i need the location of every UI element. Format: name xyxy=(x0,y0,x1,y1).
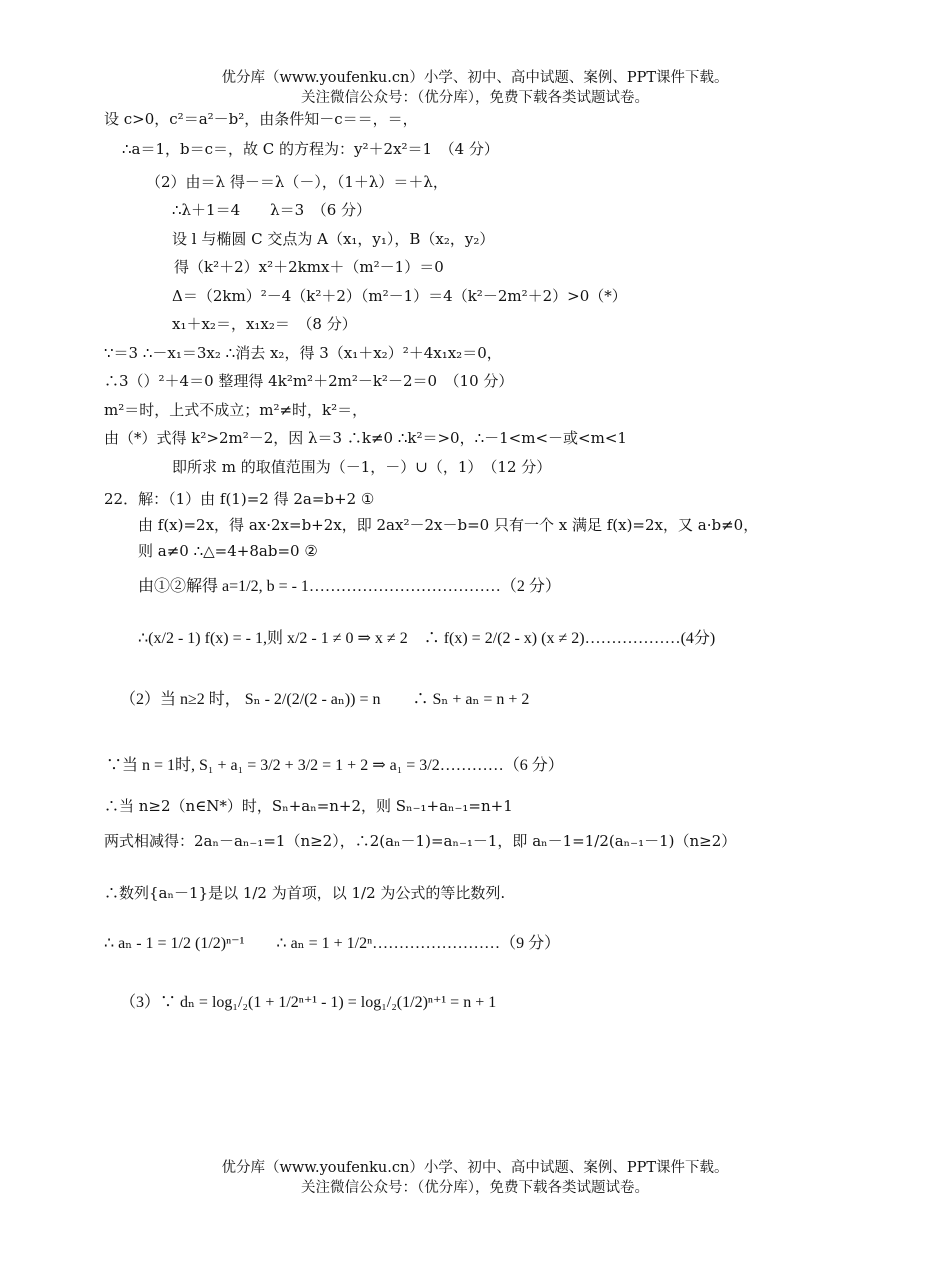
solution-line-6: 得（k²＋2）x²＋2kmx＋（m²－1）＝0 xyxy=(174,258,444,276)
solution-line-7: Δ＝（2km）²－4（k²＋2）（m²－1）＝4（k²－2m²＋2）>0（*） xyxy=(172,287,627,305)
problem-22-part2-line-2: ∵当 n = 1时, S₁ + a₁ = 3/2 + 3/2 = 1 + 2 ⇒ a₁ = 3/2…………（6 分） xyxy=(106,757,564,774)
problem-22-part3-line-1: （3）∵ dₙ = log₁/₂(1 + 1/2ⁿ⁺¹ - 1) = log₁/₂(1/2)ⁿ⁺¹ = n + 1 xyxy=(120,994,497,1011)
problem-22-part2-line-5: ∴数列{aₙ－1}是以 1/2 为首项，以 1/2 为公式的等比数列. xyxy=(104,884,506,902)
problem-22-part2-line-1: （2）当 n≥2 时， Sₙ - 2/(2/(2 - aₙ)) = n ∴ Sₙ + aₙ = n + 2 xyxy=(120,691,530,708)
solution-line-13: 即所求 m 的取值范围为（－1，－）∪（，1） （12 分） xyxy=(172,458,552,476)
problem-22-line-5: ∴(x/2 - 1) f(x) = - 1,则 x/2 - 1 ≠ 0 ⇒ x ≠ 2 ∴ f(x) = 2/(2 - x) (x ≠ 2)………………(4分) xyxy=(138,630,716,647)
solution-line-5: 设 l 与椭圆 C 交点为 A（x₁，y₁），B（x₂，y₂） xyxy=(172,230,495,248)
solution-line-8: x₁＋x₂＝，x₁x₂＝ （8 分） xyxy=(172,315,357,333)
problem-22-part2-line-6: ∴ aₙ - 1 = 1/2 (1/2)ⁿ⁻¹ ∴ aₙ = 1 + 1/2ⁿ……………………（9 分） xyxy=(104,935,561,952)
problem-22-line-2: 由 f(x)=2x，得 ax·2x=b+2x，即 2ax²－2x－b=0 只有一个 x 满足 f(x)=2x，又 a·b≠0， xyxy=(138,516,759,534)
problem-22-part2-line-3: ∴当 n≥2（n∈N*）时，Sₙ+aₙ=n+2，则 Sₙ₋₁+aₙ₋₁=n+1 xyxy=(104,797,513,815)
problem-22-part2-line-4: 两式相减得：2aₙ－aₙ₋₁=1（n≥2），∴2(aₙ－1)=aₙ₋₁－1，即 aₙ－1=1/2(aₙ₋₁－1)（n≥2） xyxy=(104,832,737,850)
solution-line-10: ∴3（）²＋4＝0 整理得 4k²m²＋2m²－k²－2＝0 （10 分） xyxy=(104,372,514,390)
solution-line-11: m²＝时，上式不成立；m²≠时，k²＝， xyxy=(104,401,368,419)
solution-line-2: ∴a＝1，b＝c＝，故 C 的方程为：y²＋2x²＝1 （4 分） xyxy=(122,140,499,158)
header-line-1: 优分库（www.youfenku.cn）小学、初中、高中试题、案例、PPT课件下载。 xyxy=(221,70,729,86)
solution-line-12: 由（*）式得 k²>2m²－2，因 λ＝3 ∴k≠0 ∴k²＝>0，∴－1<m<－或<m<1 xyxy=(104,429,627,447)
header-line-2: 关注微信公众号：（优分库），免费下载各类试题试卷。 xyxy=(301,90,649,106)
footer-line-2: 关注微信公众号：（优分库），免费下载各类试题试卷。 xyxy=(301,1180,649,1196)
solution-line-9: ∵＝3 ∴－x₁＝3x₂ ∴消去 x₂，得 3（x₁＋x₂）²＋4x₁x₂＝0， xyxy=(104,344,502,362)
problem-22-heading: 22．解：（1）由 f(1)=2 得 2a=b+2 ① xyxy=(104,490,375,508)
solution-line-4: ∴λ＋1＝4 λ＝3 （6 分） xyxy=(172,201,371,219)
footer-line-1: 优分库（www.youfenku.cn）小学、初中、高中试题、案例、PPT课件下载。 xyxy=(221,1160,729,1176)
problem-22-line-4: 由①②解得 a=1/2, b = - 1………………………………（2 分） xyxy=(138,578,561,595)
solution-line-1: 设 c>0，c²＝a²－b²，由条件知－c＝＝，＝， xyxy=(104,110,418,128)
solution-line-3: （2）由＝λ 得－＝λ（－），（1＋λ）＝＋λ， xyxy=(146,173,448,191)
problem-22-line-3: 则 a≠0 ∴△=4+8ab=0 ② xyxy=(138,542,318,560)
